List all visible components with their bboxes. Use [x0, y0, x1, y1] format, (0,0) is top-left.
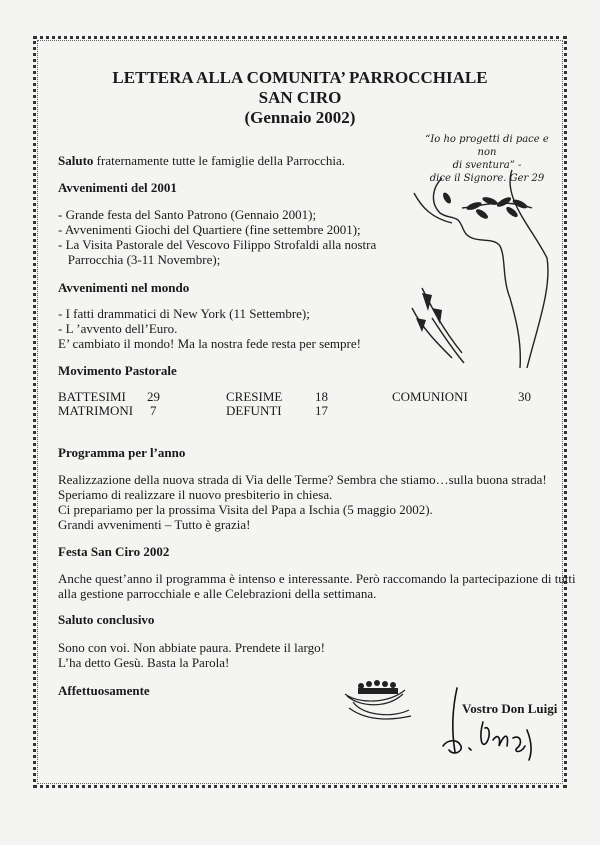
- parish-name: SAN CIRO: [258, 88, 342, 107]
- list-item: Sono con voi. Non abbiate paura. Prendete il largo!: [58, 640, 325, 655]
- stat-value: 18: [315, 389, 328, 404]
- stat-value: 7: [150, 403, 157, 418]
- list-item: E’ cambiato il mondo! Ma la nostra fede resta per sempre!: [58, 336, 361, 351]
- list-item: alla gestione parrocchiale e alle Celebrazioni della settimana.: [58, 586, 377, 601]
- list-item: L’ha detto Gesù. Basta la Parola!: [58, 655, 230, 670]
- closing-word: Affettuosamente: [58, 683, 150, 698]
- greeting-label: Saluto: [58, 153, 94, 168]
- greeting: [58, 153, 345, 169]
- pastoral-stats-heading: Movimento Pastorale: [58, 363, 177, 378]
- stat-label: DEFUNTI: [226, 403, 282, 418]
- stat-value: 30: [518, 389, 531, 404]
- list-item: - Avvenimenti Giochi del Quartiere (fine settembre 2001);: [58, 222, 361, 237]
- program-heading: Programma per l’anno: [58, 445, 186, 460]
- stat-label: BATTESIMI: [58, 389, 126, 404]
- list-item: - Grande festa del Santo Patrono (Gennaio 2001);: [58, 207, 317, 222]
- list-item: Realizzazione della nuova strada di Via delle Terme? Sembra che stiamo…sulla buona strada!: [58, 472, 547, 487]
- stat-label: MATRIMONI: [58, 403, 134, 418]
- quote-line: di sventura” -: [452, 160, 522, 171]
- stat-label: CRESIME: [226, 389, 283, 404]
- quote-line: “Io ho progetti di pace e non: [425, 134, 549, 158]
- list-item: Grandi avvenimenti – Tutto è grazia!: [58, 517, 251, 532]
- boat-icon: [343, 672, 413, 722]
- list-item: - L ’avvento dell’Euro.: [58, 321, 178, 336]
- feast-heading: Festa San Ciro 2002: [58, 544, 170, 559]
- list-item: Speriamo di realizzare il nuovo presbiterio in chiesa.: [58, 487, 333, 502]
- olive-branch-illustration: [402, 168, 552, 368]
- handwritten-signature: [435, 676, 545, 766]
- stat-value: 17: [315, 403, 328, 418]
- list-item: Anche quest’anno il programma è intenso e interessante. Però raccomando la partecipazione di tutti: [58, 571, 576, 586]
- list-item: - I fatti drammatici di New York (11 Settembre);: [58, 306, 310, 321]
- closing-heading: Saluto conclusivo: [58, 612, 155, 627]
- quote-line: dice il Signore. Ger 29: [429, 173, 545, 184]
- list-item: - La Visita Pastorale del Vescovo Filippo Strofaldi alla nostra: [58, 237, 377, 252]
- events-2001-heading: Avvenimenti del 2001: [58, 180, 177, 195]
- list-item: Ci prepariamo per la prossima Visita del Papa a Ischia (5 maggio 2002).: [58, 502, 433, 517]
- letter-title: LETTERA ALLA COMUNITA’ PARROCCHIALE: [112, 68, 488, 87]
- list-item: Parrocchia (3-11 Novembre);: [58, 252, 221, 267]
- world-events-heading: Avvenimenti nel mondo: [58, 280, 190, 295]
- stat-label: COMUNIONI: [392, 389, 468, 404]
- letter-date: (Gennaio 2002): [244, 108, 356, 127]
- greeting-text: fraternamente tutte le famiglie della Parrocchia.: [96, 153, 345, 168]
- sign-off: Vostro Don Luigi: [462, 701, 558, 716]
- stat-value: 29: [147, 389, 160, 404]
